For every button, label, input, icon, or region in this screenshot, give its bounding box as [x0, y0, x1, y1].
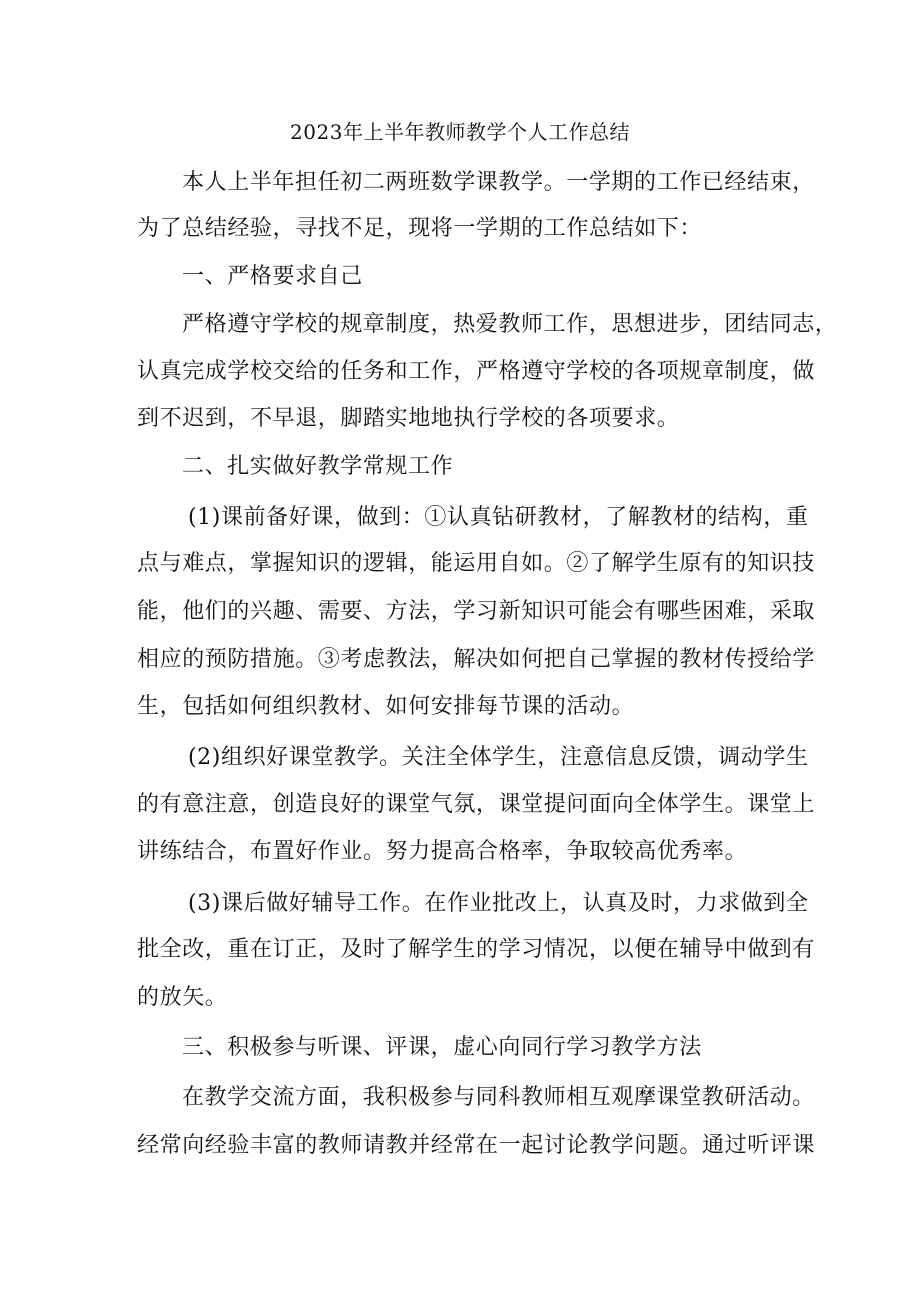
body-text-line: 生，包括如何组织教材、如何安排每节课的活动。	[137, 694, 635, 719]
body-text-line: 点与难点，掌握知识的逻辑，能运用自如。②了解学生原有的知识技	[137, 551, 816, 576]
body-text-line: (1)课前备好课，做到：①认真钻研教材，了解教材的结构，重	[188, 505, 809, 530]
body-text-line: (3)课后做好辅导工作。在作业批改上，认真及时，力求做到全	[188, 891, 809, 916]
body-text-line: 认真完成学校交给的任务和工作，严格遵守学校的各项规章制度，做	[137, 359, 816, 384]
body-text-line: 严格遵守学校的规章制度，热爱教师工作，思想进步，团结同志，	[182, 312, 838, 337]
body-text-line: 在教学交流方面，我积极参与同科教师相互观摩课堂教研活动。	[182, 1085, 815, 1110]
body-text-line: 经常向经验丰富的教师请教并经常在一起讨论教学问题。通过听评课	[137, 1133, 816, 1158]
body-text-line: 的放矢。	[137, 985, 228, 1010]
body-text-line: (2)组织好课堂教学。关注全体学生，注意信息反馈，调动学生	[188, 745, 809, 770]
body-text-line: 本人上半年担任初二两班数学课教学。一学期的工作已经结束，	[182, 170, 815, 195]
section-heading-2: 二、扎实做好教学常规工作	[182, 454, 454, 479]
body-text-line: 到不迟到，不早退，脚踏实地地执行学校的各项要求。	[137, 406, 680, 431]
section-heading-1: 一、严格要求自己	[182, 264, 363, 289]
body-text-line: 相应的预防措施。③考虑教法，解决如何把自己掌握的教材传授给学	[137, 647, 816, 672]
document-title: 2023年上半年教师教学个人工作总结	[290, 120, 630, 144]
body-text-line: 能，他们的兴趣、需要、方法，学习新知识可能会有哪些困难，采取	[137, 599, 816, 624]
section-heading-3: 三、积极参与听课、评课，虚心向同行学习教学方法	[182, 1035, 702, 1060]
body-text-line: 批全改，重在订正，及时了解学生的学习情况，以便在辅导中做到有	[137, 937, 816, 962]
body-text-line: 讲练结合，布置好作业。努力提高合格率，争取较高优秀率。	[137, 839, 748, 864]
body-text-line: 为了总结经验，寻找不足，现将一学期的工作总结如下：	[137, 216, 703, 241]
body-text-line: 的有意注意，创造良好的课堂气氛，课堂提问面向全体学生。课堂上	[137, 792, 816, 817]
